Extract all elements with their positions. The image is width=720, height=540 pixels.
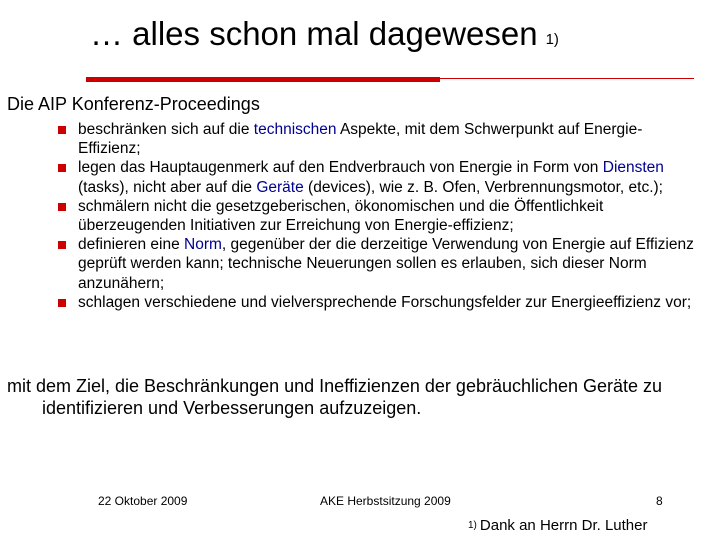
slide-title-text: … alles schon mal dagewesen — [90, 15, 538, 52]
footer-page-number: 8 — [656, 494, 663, 508]
conclusion-text: mit dem Ziel, die Beschränkungen und Ineffizienzen der gebräuchlichen Geräte zu identifizieren und Verbesserungen aufzuzeigen. — [7, 376, 663, 418]
bullet-item — [58, 158, 698, 196]
slide-title — [90, 14, 559, 54]
bullet-square-icon — [58, 126, 66, 134]
bullet-text: Aspekte, mit dem Schwerpunkt auf Energie-Effizienz; — [78, 121, 643, 158]
bullet-text: , gegenüber der die derzeitige Verwendung von Energie auf Effizienz geprüft werden kann; technische Neuerungen sollen es erlauben, sich dieser Norm anzunähern; — [78, 236, 694, 292]
bullet-square-icon — [58, 241, 66, 249]
footnote — [468, 517, 647, 535]
bullet-text: (tasks), nicht aber auf die — [78, 178, 257, 196]
bullet-square-icon — [58, 299, 66, 307]
highlighted-term: Norm — [184, 236, 222, 254]
bullet-item — [58, 293, 698, 312]
bullet-text: (devices), wie z. B. Ofen, Verbrennungsmotor, etc.); — [303, 178, 663, 196]
bullet-text: definieren eine — [78, 236, 184, 254]
bullet-square-icon — [58, 164, 66, 172]
bullet-text: beschränken sich auf die — [78, 121, 254, 138]
intro-text: Die AIP Konferenz-Proceedings — [7, 94, 260, 114]
highlighted-term: Diensten — [602, 159, 664, 177]
footer-date: 22 Oktober 2009 — [98, 494, 188, 508]
bullet-text: schmälern nicht die gesetzgeberischen, ökonomischen und die Öffentlichkeit überzeugenden Initiativen zur Erreichung von Energie-effizienz; — [78, 197, 604, 235]
bullet-text: schlagen verschiedene und vielversprechende Forschungsfelder zur Energieeffizienz vor; — [78, 293, 692, 311]
footnote-text: Dank an Herrn Dr. Luther — [479, 517, 648, 534]
highlighted-term: technischen — [253, 121, 337, 138]
footer-event: AKE Herbstsitzung 2009 — [320, 494, 451, 508]
bullet-item — [58, 197, 698, 235]
bullet-text: legen das Hauptaugenmerk auf den Endverbrauch von Energie in Form von — [78, 159, 603, 177]
bullet-list — [58, 120, 698, 312]
title-footnote-marker: 1) — [545, 31, 559, 48]
title-underline-thick — [86, 77, 440, 82]
bullet-square-icon — [58, 203, 66, 211]
bullet-item — [58, 235, 698, 293]
title-underline-thin — [440, 78, 694, 79]
highlighted-term: Geräte — [256, 178, 304, 196]
bullet-item — [58, 120, 698, 158]
footnote-marker: 1) — [468, 520, 477, 531]
